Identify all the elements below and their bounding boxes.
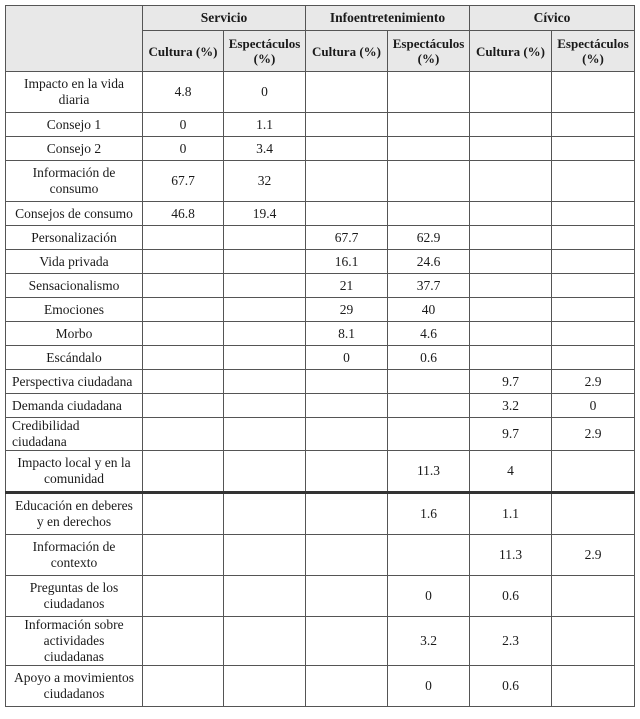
table-cell [552,72,635,113]
table-cell [143,617,224,666]
table-cell [224,250,306,274]
row-label: Perspectiva ciudadana [6,370,143,394]
row-label: Demanda ciudadana [6,394,143,418]
table-cell [388,535,470,576]
table-cell: 9.7 [470,418,552,451]
row-label: Personalización [6,226,143,250]
table-cell [552,137,635,161]
table-cell [306,418,388,451]
table-cell [552,493,635,535]
table-cell: 1.1 [470,493,552,535]
table-cell [552,346,635,370]
table-cell: 2.3 [470,617,552,666]
table-row [6,666,635,707]
table-cell: 0 [306,346,388,370]
table-cell [143,418,224,451]
subheader-civico-cultura: Cultura (%) [470,31,552,72]
table-row [6,394,635,418]
row-label: Sensacionalismo [6,274,143,298]
table-row [6,346,635,370]
table-cell: 3.2 [388,617,470,666]
row-label: Apoyo a movimientos ciudadanos [6,666,143,707]
table-cell: 11.3 [470,535,552,576]
table-row [6,72,635,113]
table-cell [552,298,635,322]
row-label: Vida privada [6,250,143,274]
table-cell: 3.4 [224,137,306,161]
table-cell [224,576,306,617]
table-cell [552,322,635,346]
table-cell [470,250,552,274]
table-cell [143,451,224,493]
table-cell: 1.1 [224,113,306,137]
header-corner [6,6,143,72]
row-label: Información sobre actividades ciudadanas [6,617,143,666]
table-cell: 9.7 [470,370,552,394]
table-cell: 0 [143,137,224,161]
table-cell [552,161,635,202]
table-cell [388,370,470,394]
subheader-civico-espectaculos: Espectáculos (%) [552,31,635,72]
table-cell [224,226,306,250]
table-cell [470,137,552,161]
table-cell [143,535,224,576]
table-cell [552,202,635,226]
table-cell: 4 [470,451,552,493]
group-header-civico: Cívico [470,6,635,31]
table-cell [388,137,470,161]
table-cell [224,493,306,535]
group-header-servicio: Servicio [143,6,306,31]
table-cell: 1.6 [388,493,470,535]
table-cell [470,161,552,202]
table-cell [470,113,552,137]
subheader-servicio-cultura: Cultura (%) [143,31,224,72]
row-label: Información de consumo [6,161,143,202]
table-cell: 37.7 [388,274,470,298]
table-cell: 21 [306,274,388,298]
table-cell [224,298,306,322]
table-row [6,535,635,576]
table-cell [470,322,552,346]
table-cell [224,394,306,418]
subheader-infoentretenimiento-cultura: Cultura (%) [306,31,388,72]
table-row [6,617,635,666]
table-cell [388,418,470,451]
table-cell [143,576,224,617]
table-cell [552,226,635,250]
table-cell: 0.6 [470,666,552,707]
table-cell [470,72,552,113]
table-cell [224,666,306,707]
table-cell: 0 [224,72,306,113]
table-cell [143,370,224,394]
row-label: Credibilidad ciudadana [6,418,143,451]
row-label: Preguntas de los ciudadanos [6,576,143,617]
table-cell [306,370,388,394]
table-cell: 67.7 [143,161,224,202]
table-cell: 3.2 [470,394,552,418]
table-cell [388,72,470,113]
table-cell [306,72,388,113]
table-cell: 0 [388,666,470,707]
table-cell [470,202,552,226]
table-cell [552,451,635,493]
row-label: Morbo [6,322,143,346]
table-cell [224,370,306,394]
table-row [6,250,635,274]
table-cell: 8.1 [306,322,388,346]
table-row [6,493,635,535]
table-cell [306,394,388,418]
table-row [6,576,635,617]
table-cell: 4.6 [388,322,470,346]
row-label: Impacto en la vida diaria [6,72,143,113]
table-cell: 0.6 [470,576,552,617]
table-row [6,202,635,226]
table-cell [470,346,552,370]
table-cell: 4.8 [143,72,224,113]
table-cell: 0 [388,576,470,617]
table-row [6,137,635,161]
header-group-row [6,6,635,31]
table-cell: 46.8 [143,202,224,226]
table-cell [306,617,388,666]
table-cell [143,226,224,250]
table-cell: 11.3 [388,451,470,493]
table-cell: 32 [224,161,306,202]
table-cell [143,250,224,274]
table-cell [388,161,470,202]
table-row [6,274,635,298]
table-cell [143,666,224,707]
table-cell [388,394,470,418]
table-cell [306,451,388,493]
table-cell [224,451,306,493]
group-header-infoentretenimiento: Infoentretenimiento [306,6,470,31]
table-cell: 40 [388,298,470,322]
table-cell [388,113,470,137]
table-cell [388,202,470,226]
table-cell [552,617,635,666]
table-cell [306,202,388,226]
row-label: Educación en deberes y en derechos [6,493,143,535]
table-cell [143,493,224,535]
table-cell: 0.6 [388,346,470,370]
table-cell [143,298,224,322]
table-cell [224,535,306,576]
table-cell [143,394,224,418]
table-cell: 2.9 [552,418,635,451]
table-cell [552,576,635,617]
table-row [6,418,635,451]
table-cell [552,113,635,137]
table-cell [306,113,388,137]
table-row [6,451,635,493]
table-cell [306,535,388,576]
table-body [6,72,635,707]
table-cell [470,226,552,250]
table-cell [306,493,388,535]
subheader-servicio-espectaculos: Espectáculos (%) [224,31,306,72]
row-label: Consejo 1 [6,113,143,137]
row-label: Consejo 2 [6,137,143,161]
table-cell [470,274,552,298]
table-container [5,5,634,707]
table-cell [306,137,388,161]
table-cell: 24.6 [388,250,470,274]
table-row [6,161,635,202]
table-cell [552,666,635,707]
table-cell [224,346,306,370]
row-label: Impacto local y en la comunidad [6,451,143,493]
table-cell [143,322,224,346]
table-row [6,322,635,346]
table-row [6,226,635,250]
table-cell [224,322,306,346]
table-cell [306,666,388,707]
row-label: Información de contexto [6,535,143,576]
table-cell [470,298,552,322]
table-row [6,113,635,137]
table-cell: 67.7 [306,226,388,250]
table-cell [224,274,306,298]
row-label: Escándalo [6,346,143,370]
table-cell [224,617,306,666]
table-cell [143,274,224,298]
table-cell [306,576,388,617]
table-cell: 19.4 [224,202,306,226]
table-cell [306,161,388,202]
table-cell: 0 [552,394,635,418]
row-label: Emociones [6,298,143,322]
subheader-infoentretenimiento-espectaculos: Espectáculos (%) [388,31,470,72]
data-table [5,5,635,707]
table-cell [143,346,224,370]
table-cell: 16.1 [306,250,388,274]
table-row [6,298,635,322]
table-cell [224,418,306,451]
table-cell [552,250,635,274]
table-cell: 2.9 [552,370,635,394]
table-cell: 62.9 [388,226,470,250]
table-cell: 29 [306,298,388,322]
table-cell: 0 [143,113,224,137]
table-row [6,370,635,394]
row-label: Consejos de consumo [6,202,143,226]
table-cell: 2.9 [552,535,635,576]
table-cell [552,274,635,298]
